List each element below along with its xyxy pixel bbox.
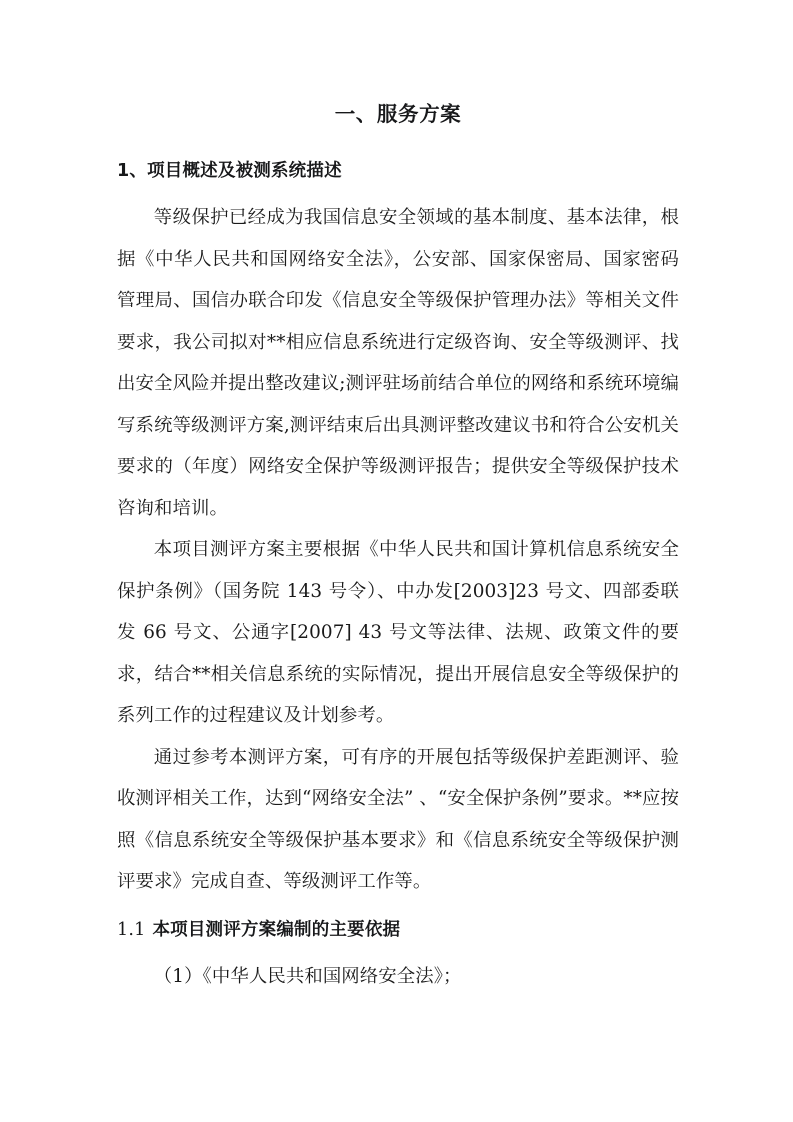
paragraph-overview: 等级保护已经成为我国信息安全领域的基本制度、基本法律，根据《中华人民共和国网络安全法》，公安部、国家保密局、国家密码管理局、国信办联合印发《信息安全等级保护管理办法》等相关文件要求，我公司拟对**相应信息系统进行定级咨询、安全等级测评、找出安全风险并提出整改建议;测评驻场前结合单位的网络和系统环境编写系统等级测评方案,测评结束后出具测评整改建议书和符合公安机关要求的（年度）网络安全保护等级测评报告；提供安全等级保护技术咨询和培训。 [117, 207, 679, 519]
page-title: 一、服务方案 [334, 102, 462, 126]
section-heading-text: 本项目测评方案编制的主要依据 [152, 919, 401, 940]
section-heading-1-1 [117, 903, 679, 944]
section-heading-number: 1.1 [117, 919, 146, 940]
paragraph-basis: 本项目测评方案主要根据《中华人民共和国计算机信息系统安全保护条例》（国务院 143 号令）、中办发[2003]23 号文、四部委联发 66 号文、公通字[2007] 43 号文等法律、法规、政策文件的要求，结合**相关信息系统的实际情况，提出开展信息安全等级保护的系列工作的过程建议及计划参考。 [117, 539, 679, 726]
document-body [117, 0, 679, 997]
list-item: （1）《中华人民共和国网络安全法》； [153, 965, 462, 987]
section-heading-1: 1、项目概述及被测系统描述 [117, 161, 342, 181]
paragraph-reference: 通过参考本测评方案，可有序的开展包括等级保护差距测评、验收测评相关工作，达到“网络安全法” 、“安全保护条例”要求。**应按照《信息系统安全等级保护基本要求》和《信息系统安全等级保护测评要求》完成自查、等级测评工作等。 [117, 746, 679, 892]
